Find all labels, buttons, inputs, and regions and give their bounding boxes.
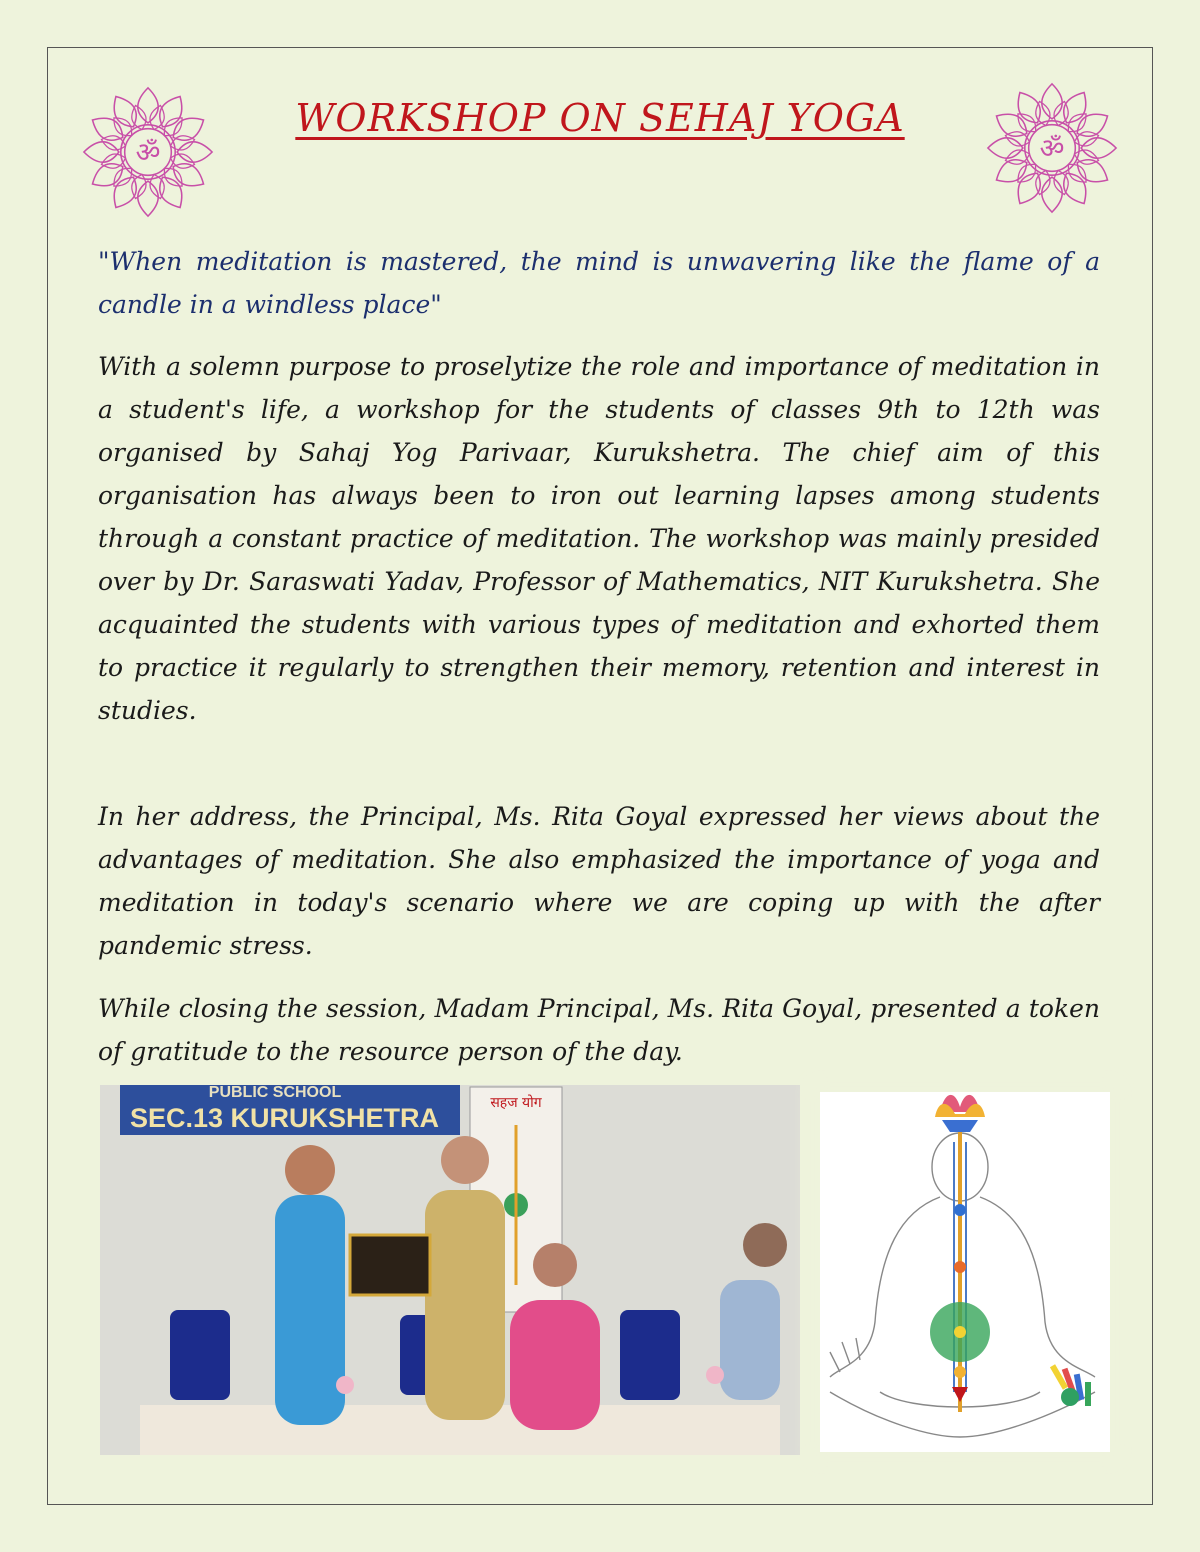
page-title: WORKSHOP ON SEHAJ YOGA: [295, 96, 905, 140]
memento: [350, 1235, 430, 1295]
chakra-vishuddhi: [954, 1204, 966, 1216]
person-principal: [275, 1195, 345, 1425]
quote-text: "When meditation is mastered, the mind is unwavering like the flame of a candle in a windless place": [98, 247, 1100, 319]
paragraph-closing: While closing the session, Madam Principal, Ms. Rita Goyal, presented a token of gratitude to the resource person of the day.: [98, 994, 1100, 1066]
paragraph-principal-address: In her address, the Principal, Ms. Rita Goyal expressed her views about the advantages of meditation. She also emphasized the importance of yoga and meditation in today's scenario where we are coping up with the after pandemic stress.: [98, 802, 1100, 960]
om-symbol: ॐ: [1039, 133, 1065, 165]
poster-text: सहज योग: [490, 1095, 542, 1111]
chakra-meditation-diagram: [820, 1092, 1110, 1452]
om-symbol: ॐ: [135, 137, 161, 169]
event-photo: [100, 1085, 800, 1455]
paragraph-intro: With a solemn purpose to proselytize the role and importance of meditation in a student's life, a workshop for the students of classes 9th to 12th was organised by Sahaj Yog Parivaar, Kurukshetra. The chief aim of this organisation has always been to iron out learning lapses among students through a constant practice of meditation. The workshop was mainly presided over by Dr. Saraswati Yadav, Professor of Mathematics, NIT Kurukshetra. She acquainted the students with various types of meditation and exhorted them to practice it regularly to strengthen their memory, retention and interest in studies.: [98, 352, 1100, 725]
person-resource: [425, 1190, 505, 1420]
banner-text: SEC.13 KURUKSHETRA: [130, 1103, 440, 1133]
banner-top-text: PUBLIC SCHOOL: [208, 1085, 342, 1101]
